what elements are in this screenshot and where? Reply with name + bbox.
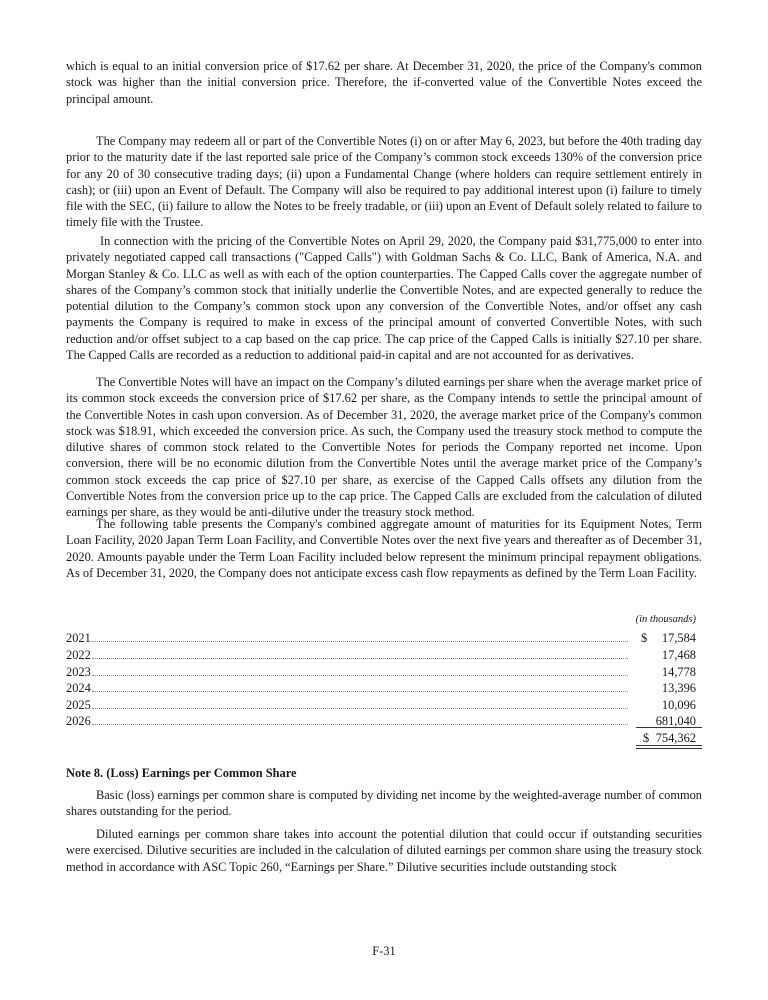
paragraph-maturities-intro: The following table presents the Company's combined aggregate amount of maturities for its Equipment Notes, Term Loan Facility, 2020 Japan Term Loan Facility, and Convertible Notes over the next five years and thereafter as of December 31, 2020. Amounts payable under the Term Loan Facility included below represent the minimum principal repayment obligations. As of December 31, 2020, the Company does not anticipate excess cash flow repayments as defined by the Term Loan Facility. — [66, 517, 702, 580]
paragraph-diluted-eps-impact: The Convertible Notes will have an impact on the Company’s diluted earnings per share when the average market price of its common stock exceeds the conversion price of $17.62 per share, as the Company intends to settle the principal amount of the Convertible Notes in cash upon conversion. As of December 31, 2020, the average market price of the Company's common stock was $18.91, which exceeded the conversion price. As such, the Company used the treasury stock method to compute the dilutive shares of common stock related to the Convertible Notes for periods the Company reported net income. Upon conversion, there will be no economic dilution from the Convertible Notes until the average market price of the Company’s common stock exceeds the cap price of $27.10 per share, as exercise of the Capped Calls offsets any dilution from the Convertible Notes from the conversion price up to the cap price. The Capped Calls are excluded from the calculation of diluted earnings per share, as they would be anti-dilutive under the treasury stock method. — [66, 375, 702, 520]
dot-leader — [92, 708, 628, 709]
year-label: 2025 — [66, 698, 91, 712]
paragraph-basic-eps: Basic (loss) earnings per common share is computed by dividing net income by the weighted-average number of common shares outstanding for the period. — [66, 788, 702, 819]
table-row — [66, 647, 702, 663]
paragraph-redemption: The Company may redeem all or part of the Convertible Notes (i) on or after May 6, 2023, but before the 40th trading day prior to the maturity date if the last reported sale price of the Company’s common stock exceeds 130% of the conversion price for any 20 of 30 consecutive trading days; (ii) upon a Fundamental Change (where holders can require settlement entirely in cash); or (iii) upon an Event of Default. The Company will also be required to pay additional interest upon (i) failure to timely file with the SEC, (ii) failure to allow the Notes to be freely tradable, or (iii) upon an Event of Default solely related to failure to timely file with the Trustee. — [66, 134, 702, 230]
year-label: 2023 — [66, 665, 91, 679]
year-label: 2026 — [66, 714, 91, 728]
year-label: 2024 — [66, 681, 91, 695]
unit-note: (in thousands) — [635, 614, 696, 625]
double-underline-rule — [636, 745, 702, 746]
year-label: 2021 — [66, 631, 91, 645]
page-number: F-31 — [372, 944, 396, 958]
amount-value: 17,584 — [661, 631, 696, 645]
amount-value: 17,468 — [661, 648, 696, 662]
table-row — [66, 630, 702, 646]
amount-value: 10,096 — [661, 698, 696, 712]
section-heading: Note 8. (Loss) Earnings per Common Share — [66, 766, 297, 780]
total-row — [66, 730, 702, 746]
amount-value: 14,778 — [661, 665, 696, 679]
table-row — [66, 697, 702, 713]
dot-leader — [92, 675, 628, 676]
currency-symbol: $ — [643, 731, 650, 745]
table-row — [66, 713, 702, 729]
dot-leader — [92, 691, 628, 692]
table-row — [66, 680, 702, 696]
amount-value: 13,396 — [661, 681, 696, 695]
dot-leader — [92, 641, 628, 642]
paragraph-diluted-eps: Diluted earnings per common share takes into account the potential dilution that could occur if outstanding securities were exercised. Dilutive securities are included in the calculation of diluted earnings per common share using the treasury stock method in accordance with ASC Topic 260, “Earnings per Share.” Dilutive securities include outstanding stock — [66, 827, 702, 874]
double-underline-rule — [636, 748, 702, 749]
currency-symbol: $ — [641, 631, 648, 645]
amount-value: 681,040 — [655, 714, 696, 728]
paragraph-conversion-price: which is equal to an initial conversion price of $17.62 per share. At December 31, 2020, the price of the Company's common stock was higher than the initial conversion price. Therefore, the if-converted value of the Convertible Notes exceed the principal amount. — [66, 59, 702, 106]
paragraph-capped-calls: In connection with the pricing of the Convertible Notes on April 29, 2020, the Company paid $31,775,000 to enter into privately negotiated capped call transactions ("Capped Calls") with Goldman Sachs & Co. LLC, Bank of America, N.A. and Morgan Stanley & Co. LLC as well as with each of the option counterparties. The Capped Calls cover the aggregate number of shares of the Company’s common stock that initially underlie the Convertible Notes, and are expected generally to reduce the potential dilution to the Company’s common stock upon any conversion of the Convertible Notes, and/or offset any cash payments the Company is required to make in excess of the principal amount of converted Convertible Notes, with such reduction and/or offset subject to a cap based on the cap price. The cap price of the Capped Calls is initially $27.10 per share. The Capped Calls are recorded as a reduction to additional paid-in capital and are not accounted for as derivatives. — [66, 234, 702, 363]
dot-leader — [92, 724, 628, 725]
table-row — [66, 664, 702, 680]
dot-leader — [92, 658, 628, 659]
subtotal-rule — [636, 727, 702, 728]
year-label: 2022 — [66, 648, 91, 662]
total-amount: 754,362 — [655, 731, 696, 745]
